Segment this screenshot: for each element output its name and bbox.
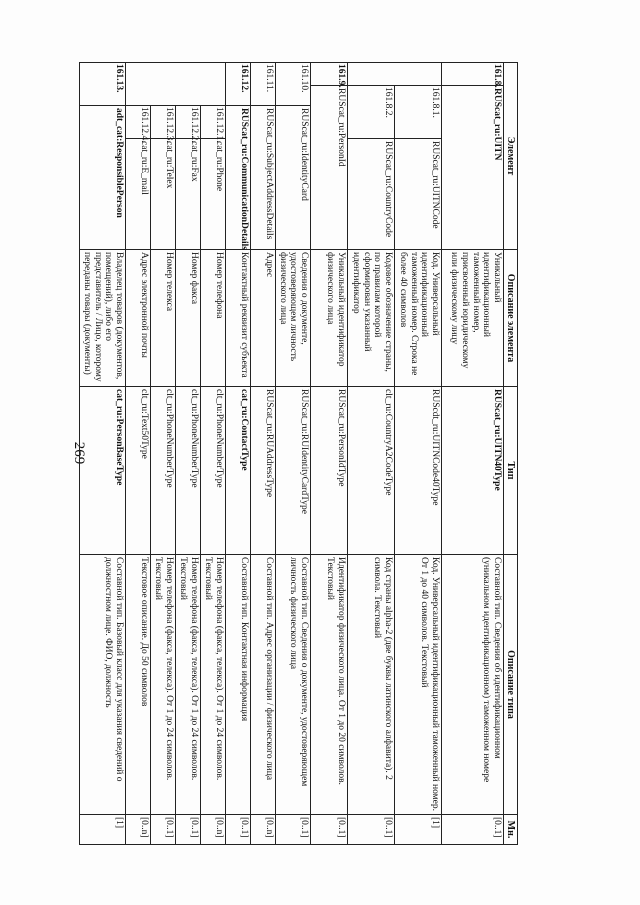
element-name: cat_ru:Fax <box>175 139 200 250</box>
indent-cell <box>347 63 394 86</box>
multiplicity: [0..1] <box>225 815 250 845</box>
element-type: cat_ru:ContactType <box>225 387 250 555</box>
table-row <box>347 63 394 845</box>
element-type: RUScat_ru:PersonIdType <box>310 387 347 555</box>
row-number: 161.8.2. <box>347 86 394 139</box>
header-element-description: Описание элемента <box>503 250 517 387</box>
table-row <box>250 63 275 845</box>
element-description: Сведения о документе, удостоверяющем личность физического лица <box>275 250 310 387</box>
element-type: cat_ru:PersonBaseType <box>80 387 126 555</box>
multiplicity: [0..1] <box>347 815 394 845</box>
type-description: Номер телефона (факса, телекса). От 1 до 24 символов. Текстовый <box>175 555 200 815</box>
table-row <box>394 63 441 845</box>
element-type: clt_ru:PhoneNumberType <box>200 387 225 555</box>
table-row <box>225 63 250 845</box>
type-description: Составной тип. Контактная информация <box>225 555 250 815</box>
element-description: Номер факса <box>175 250 200 387</box>
element-type: clt_ru:PhoneNumberType <box>150 387 175 555</box>
multiplicity: [0..1] <box>275 815 310 845</box>
element-name: adt_cat:ResponsiblePerson <box>80 106 126 250</box>
element-name: RUScat_ru:CountryCode <box>347 139 394 250</box>
element-type: RUScat_ru:UITN40Type <box>441 387 503 555</box>
table-row <box>275 63 310 845</box>
rotated-page <box>81 62 518 844</box>
element-name: RUScat_ru:IdentityCard <box>275 106 310 250</box>
row-number: 161.13. <box>80 63 126 106</box>
element-description: Код. Универсальный идентификационный таможенный номер. Строка не более 40 символов <box>394 250 441 387</box>
page-number: 269 <box>71 441 88 465</box>
element-name: cat_ru:Phone <box>200 139 225 250</box>
row-number: 161.9. <box>310 63 347 86</box>
element-description: Номер телефона <box>200 250 225 387</box>
header-multiplicity: Мн. <box>503 815 517 845</box>
indent-cell <box>125 63 150 106</box>
row-number: 161.10. <box>275 63 310 106</box>
element-description: Уникальный идентификатор физического лица <box>310 250 347 387</box>
element-name: cat_ru:E_mail <box>125 139 150 250</box>
type-description: Идентификатор физического лица. От 1 до 20 символов. Текстовый <box>310 555 347 815</box>
element-name: RUScat_ru:PersonId <box>310 86 347 250</box>
multiplicity: [0..n] <box>200 815 225 845</box>
multiplicity: [0..n] <box>125 815 150 845</box>
element-name: RUScat_ru:UITNCode <box>394 139 441 250</box>
element-description: Контактный реквизит субъекта <box>225 250 250 387</box>
element-type: clt_ru:PhoneNumberType <box>175 387 200 555</box>
header-element: Элемент <box>503 63 517 250</box>
element-description: Адрес электронной почты <box>125 250 150 387</box>
indent-cell <box>394 63 441 86</box>
element-description: Владелец товаров (документов, помещений), либо его представитель / Лицо, которому переданы товары (документы) <box>80 250 126 387</box>
table-row <box>441 63 503 845</box>
multiplicity: [1] <box>394 815 441 845</box>
row-number: 161.12.3. <box>150 106 175 139</box>
type-description: Составной тип. Сведения о документе, удостоверяющем личность физического лица <box>275 555 310 815</box>
element-description: Уникальный идентификационный таможенный номер, присвоенный юридическому или физическому лицу <box>441 250 503 387</box>
spec-table-container <box>81 62 518 844</box>
multiplicity: [0..1] <box>441 815 503 845</box>
element-type: RUScat_ru:RUIdentityCardType <box>275 387 310 555</box>
table-header-row <box>503 63 517 845</box>
type-description: Составной тип. Базовый класс для указания сведений о должностном лице. ФИО, должность <box>80 555 126 815</box>
element-name: RUScat_ru:CommunicationDetails <box>225 106 250 250</box>
row-number: 161.11. <box>250 63 275 106</box>
row-number: 161.12.1. <box>200 106 225 139</box>
element-name: RUScat_ru:UITN <box>441 86 503 250</box>
type-description: Составной тип. Сведения об идентификационном (уникальном идентификационном) таможенном номере <box>441 555 503 815</box>
table-row <box>80 63 126 845</box>
element-description: Адрес <box>250 250 275 387</box>
multiplicity: [1] <box>80 815 126 845</box>
indent-cell <box>175 63 200 106</box>
row-number: 161.12.4. <box>125 106 150 139</box>
table-row <box>150 63 175 845</box>
table-row <box>175 63 200 845</box>
row-number: 161.12.2. <box>175 106 200 139</box>
type-description: Код. Универсальный идентификационный таможенный номер. От 1 до 40 символов. Текстовый <box>394 555 441 815</box>
row-number: 161.8.1. <box>394 86 441 139</box>
table-row <box>125 63 150 845</box>
type-description: Текстовое описание. До 50 символов <box>125 555 150 815</box>
multiplicity: [0..1] <box>150 815 175 845</box>
multiplicity: [0..n] <box>250 815 275 845</box>
indent-cell <box>200 63 225 106</box>
header-type-description: Описание типа <box>503 555 517 815</box>
indent-cell <box>150 63 175 106</box>
element-type: RUScdt_ru:UITNCode40Type <box>394 387 441 555</box>
element-name: cat_ru:Telex <box>150 139 175 250</box>
type-description: Номер телефона (факса, телекса). От 1 до 24 символов. Текстовый <box>200 555 225 815</box>
spec-table <box>79 62 518 845</box>
element-type: clt_ru:Text50Type <box>125 387 150 555</box>
header-type: Тип <box>503 387 517 555</box>
table-row <box>200 63 225 845</box>
type-description: Номер телефона (факса, телекса). От 1 до 24 символов. Текстовый <box>150 555 175 815</box>
type-description: Составной тип. Адрес организации / физического лица <box>250 555 275 815</box>
type-description: Код страны alpha-2 (две буквы латинского алфавита). 2 символа. Текстовый <box>347 555 394 815</box>
row-number: 161.8. <box>441 63 503 86</box>
element-type: RUScat_ru:RUAddressType <box>250 387 275 555</box>
multiplicity: [0..1] <box>175 815 200 845</box>
table-row <box>310 63 347 845</box>
element-description: Кодовое обозначение страны, по правилам которой сформирован указанный идентификатор <box>347 250 394 387</box>
row-number: 161.12. <box>225 63 250 106</box>
element-name: RUScat_ru:SubjectAddressDetails <box>250 106 275 250</box>
multiplicity: [0..1] <box>310 815 347 845</box>
element-type: clt_ru:CountryA2CodeType <box>347 387 394 555</box>
element-description: Номер телекса <box>150 250 175 387</box>
